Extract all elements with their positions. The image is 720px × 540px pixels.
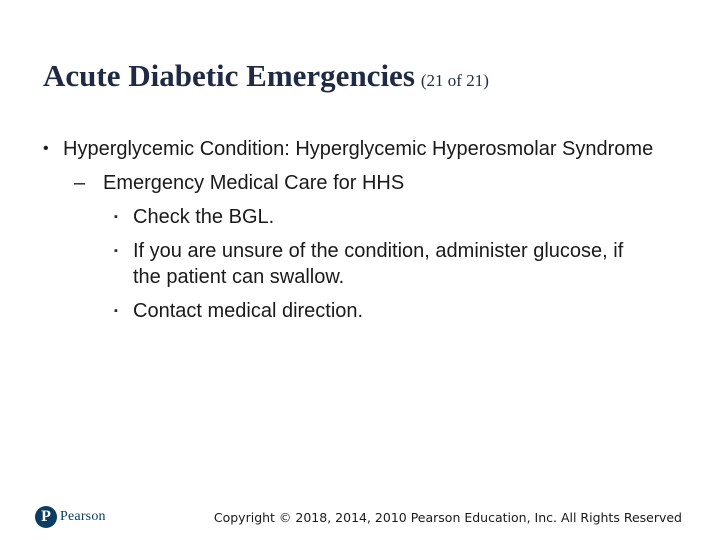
bullet-text: Emergency Medical Care for HHS xyxy=(103,172,405,194)
pearson-wordmark: Pearson xyxy=(60,509,106,524)
bullet-text: Hyperglycemic Condition: Hyperglycemic Hyperosmolar Syndrome xyxy=(63,138,654,160)
bullet-item xyxy=(0,136,673,162)
bullet-marker: – xyxy=(74,172,86,194)
bullet-text: If you are unsure of the condition, administer glucose, if the patient can swallow. xyxy=(133,240,624,288)
bullet-list xyxy=(0,136,720,332)
copyright-notice: Copyright © 2018, 2014, 2010 Pearson Education, Inc. All Rights Reserved xyxy=(213,510,682,525)
title-main: Acute Diabetic Emergencies xyxy=(43,58,415,93)
bullet-item xyxy=(0,298,633,324)
pearson-logo xyxy=(35,505,106,529)
pearson-logo-icon: P xyxy=(35,506,57,528)
bullet-item xyxy=(0,238,633,290)
bullet-marker: ▪ xyxy=(114,211,118,223)
bullet-item xyxy=(0,170,663,196)
slide-footer xyxy=(0,500,720,536)
bullet-text: Check the BGL. xyxy=(133,206,275,228)
bullet-item xyxy=(0,204,633,230)
bullet-marker: ▪ xyxy=(114,305,118,317)
bullet-marker: • xyxy=(43,140,49,157)
bullet-text: Contact medical direction. xyxy=(133,300,364,322)
slide-title xyxy=(43,58,489,94)
bullet-marker: ▪ xyxy=(114,245,118,257)
title-counter: (21 of 21) xyxy=(420,71,489,90)
